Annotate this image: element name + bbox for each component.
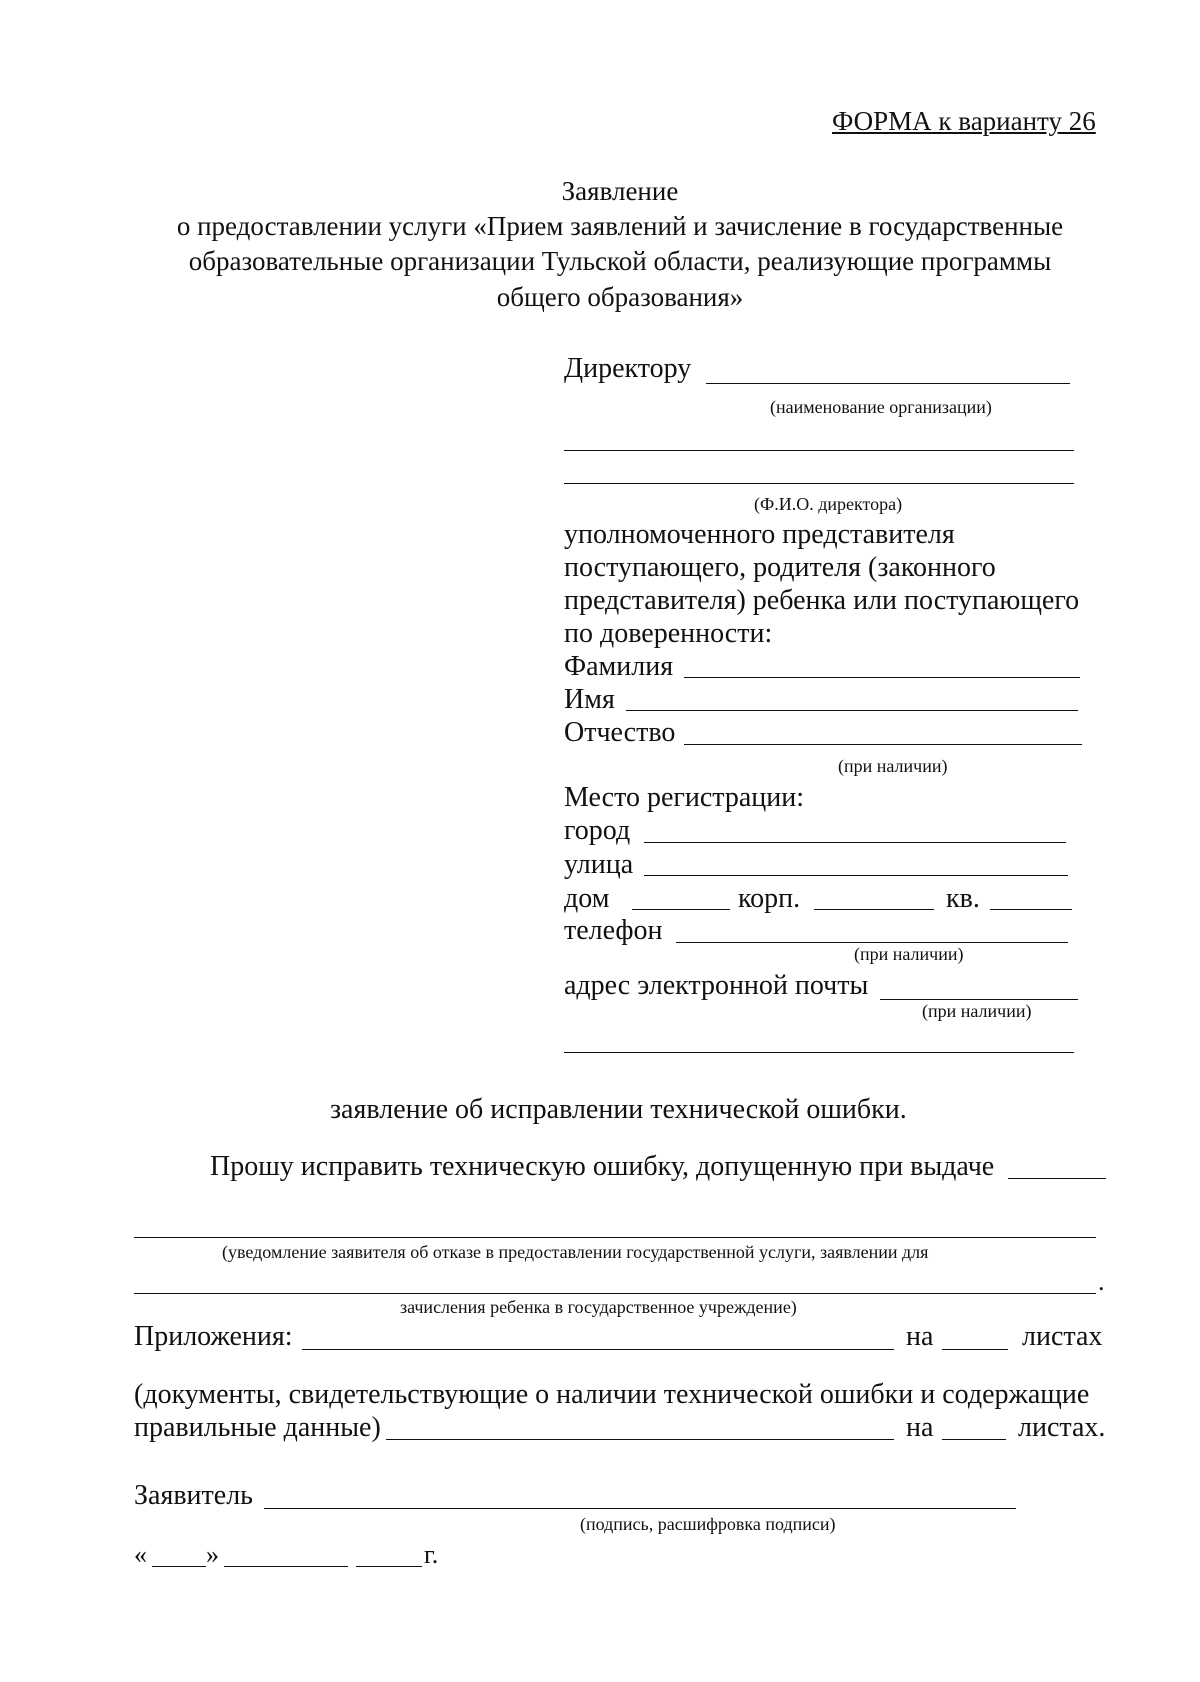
documents-sheets-field[interactable] bbox=[942, 1439, 1006, 1440]
from-line-4: по доверенности: bbox=[564, 618, 773, 649]
building-label: корп. bbox=[738, 883, 801, 914]
document-line-1[interactable] bbox=[134, 1237, 1096, 1238]
date-month-field[interactable] bbox=[224, 1566, 348, 1567]
fio-hint: (Ф.И.О. директора) bbox=[754, 494, 903, 514]
document-line-2[interactable] bbox=[134, 1293, 1096, 1294]
document-line-period: . bbox=[1098, 1267, 1105, 1296]
house-label: дом bbox=[564, 883, 610, 914]
city-field[interactable] bbox=[644, 842, 1066, 843]
extra-field-line[interactable] bbox=[564, 1052, 1074, 1053]
city-label: город bbox=[564, 815, 631, 846]
phone-hint: (при наличии) bbox=[854, 944, 964, 964]
surname-field[interactable] bbox=[684, 677, 1080, 678]
attachments-sheets-field[interactable] bbox=[942, 1349, 1008, 1350]
signature-hint: (подпись, расшифровка подписи) bbox=[580, 1514, 836, 1534]
request-text: Прошу исправить техническую ошибку, допущенную при выдаче bbox=[210, 1151, 995, 1182]
patronymic-field[interactable] bbox=[684, 744, 1082, 745]
applicant-label: Заявитель bbox=[134, 1480, 253, 1511]
street-field[interactable] bbox=[644, 875, 1068, 876]
name-label: Имя bbox=[564, 684, 615, 715]
director-fio-field[interactable] bbox=[564, 483, 1074, 484]
documents-sheets-label: листах. bbox=[1018, 1412, 1106, 1443]
org-hint: (наименование организации) bbox=[770, 397, 992, 417]
documents-on-label: на bbox=[906, 1412, 934, 1443]
documents-field[interactable] bbox=[386, 1439, 894, 1440]
title-line-2: о предоставлении услуги «Прием заявлений и зачисление в государственные bbox=[176, 211, 1064, 241]
house-field[interactable] bbox=[632, 909, 730, 910]
attachments-field[interactable] bbox=[302, 1349, 894, 1350]
documents-line-1: (документы, свидетельствующие о наличии технической ошибки и содержащие bbox=[134, 1379, 1090, 1410]
from-line-1: уполномоченного представителя bbox=[564, 519, 955, 550]
director-label: Директору bbox=[564, 353, 692, 384]
date-day-field[interactable] bbox=[152, 1566, 206, 1567]
phone-label: телефон bbox=[564, 915, 663, 946]
street-label: улица bbox=[564, 849, 634, 880]
patronymic-hint: (при наличии) bbox=[838, 756, 948, 776]
date-open-quote: « bbox=[134, 1540, 147, 1569]
title-line-4: общего образования» bbox=[496, 282, 744, 312]
from-line-3: представителя) ребенка или поступающего bbox=[564, 585, 1080, 616]
name-field[interactable] bbox=[626, 710, 1078, 711]
document-hint-2: зачисления ребенка в государственное учреждение) bbox=[400, 1297, 797, 1317]
form-label: ФОРМА к варианту 26 bbox=[832, 106, 1096, 136]
director-org-field[interactable] bbox=[706, 383, 1070, 384]
email-hint: (при наличии) bbox=[922, 1001, 1032, 1021]
signature-field[interactable] bbox=[264, 1508, 1016, 1509]
title-line-3: образовательные организации Тульской области, реализующие программы bbox=[188, 246, 1052, 276]
email-label: адрес электронной почты bbox=[564, 970, 869, 1001]
building-field[interactable] bbox=[814, 909, 934, 910]
email-field[interactable] bbox=[880, 999, 1078, 1000]
attachments-on-label: на bbox=[906, 1321, 934, 1352]
org-name-line-2[interactable] bbox=[564, 450, 1074, 451]
attachments-sheets-label: листах bbox=[1022, 1321, 1103, 1352]
date-close-quote: » bbox=[206, 1540, 219, 1569]
documents-line-2: правильные данные) bbox=[134, 1412, 381, 1443]
from-line-2: поступающего, родителя (законного bbox=[564, 552, 996, 583]
title-line-1: Заявление bbox=[561, 176, 679, 206]
apartment-label: кв. bbox=[946, 883, 980, 914]
registration-label: Место регистрации: bbox=[564, 782, 805, 813]
phone-field[interactable] bbox=[676, 942, 1068, 943]
document-hint-1: (уведомление заявителя об отказе в предоставлении государственной услуги, заявлении для bbox=[222, 1242, 929, 1262]
attachments-label: Приложения: bbox=[134, 1321, 293, 1352]
patronymic-label: Отчество bbox=[564, 717, 676, 748]
apartment-field[interactable] bbox=[990, 909, 1072, 910]
application-heading: заявление об исправлении технической ошибки. bbox=[330, 1094, 907, 1125]
date-year-suffix: г. bbox=[424, 1540, 439, 1569]
request-document-field[interactable] bbox=[1008, 1178, 1106, 1179]
date-year-field[interactable] bbox=[356, 1566, 422, 1567]
surname-label: Фамилия bbox=[564, 651, 674, 682]
